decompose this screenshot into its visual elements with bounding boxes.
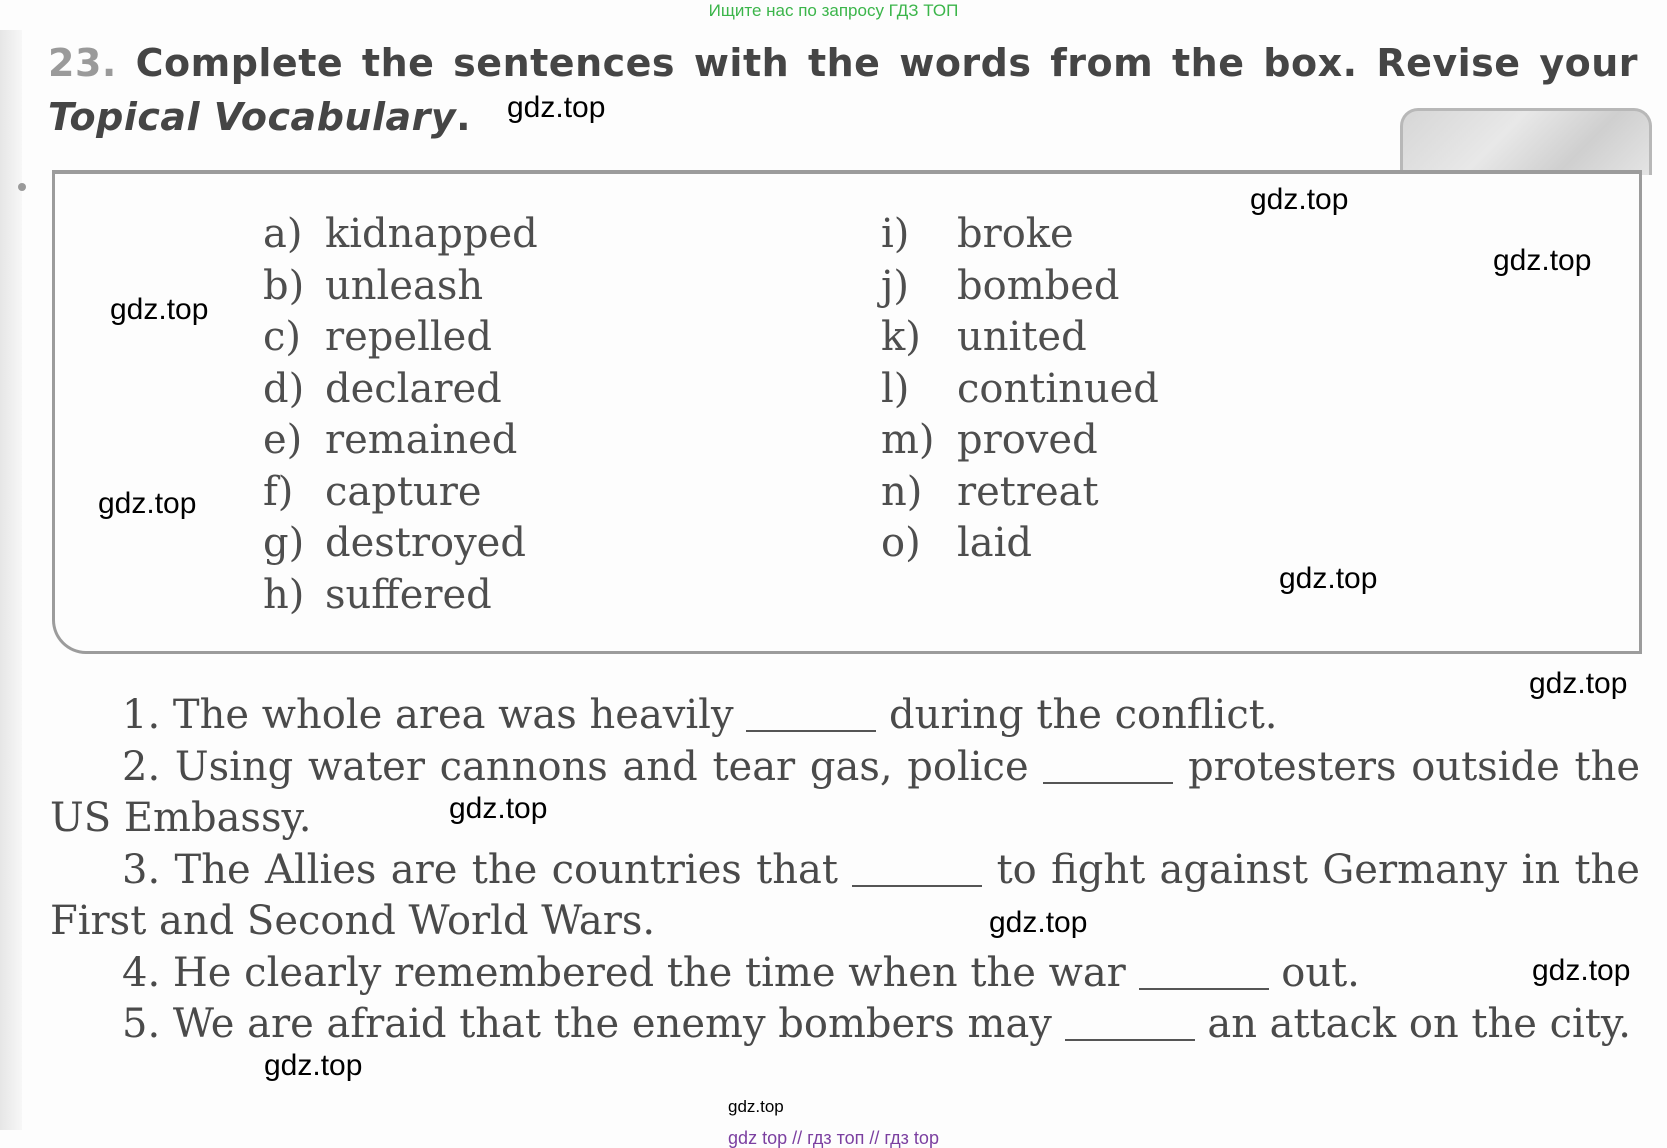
watermark-small: gdz.top — [728, 1097, 784, 1116]
watermark: gdz.top — [264, 1049, 363, 1082]
word-text: broke — [957, 211, 1074, 257]
word-item — [263, 518, 538, 570]
task-heading-line1 — [48, 36, 1638, 90]
word-letter: b) — [263, 262, 305, 309]
watermark: gdz.top — [98, 487, 197, 520]
task-number: 23. — [48, 41, 117, 85]
exercise-text-before: The Allies are the countries that — [174, 846, 838, 893]
bottom-banner: gdz top // гдз топ // гдз top — [728, 1128, 939, 1148]
word-item — [263, 209, 538, 261]
word-text: repelled — [325, 314, 492, 360]
word-letter: l) — [881, 365, 910, 412]
word-letter: k) — [881, 314, 921, 360]
word-text: kidnapped — [325, 211, 538, 257]
word-item — [881, 209, 1159, 261]
exercise-text-before: Using water cannons and tear gas, police — [174, 743, 1029, 790]
word-text: laid — [957, 520, 1033, 566]
task-topical-vocabulary: Topical Vocabulary — [48, 95, 457, 139]
word-item — [881, 518, 1159, 570]
margin-dot — [18, 183, 26, 191]
exercise-text-after: an attack on the city. — [1207, 1001, 1631, 1047]
word-letter: j) — [881, 262, 910, 309]
word-text: destroyed — [325, 520, 526, 566]
watermark: gdz.top — [1250, 183, 1349, 216]
word-item — [881, 467, 1159, 519]
word-text: continued — [957, 365, 1159, 412]
exercise-text-after: protesters outside the US Embassy. — [50, 743, 1641, 841]
top-banner: Ищите нас по запросу ГДЗ ТОП — [708, 1, 959, 20]
watermark: gdz.top — [1532, 954, 1631, 987]
task-instruction: Complete the sentences with the words from the box. Revise your — [135, 41, 1638, 85]
word-letter: d) — [263, 365, 305, 412]
exercise-item — [50, 948, 1640, 1000]
task-heading-period: . — [456, 95, 472, 139]
decorative-tab — [1400, 108, 1652, 175]
exercise-item — [50, 690, 1640, 742]
word-letter: i) — [881, 211, 910, 257]
word-text: unleash — [325, 262, 484, 309]
word-letter: n) — [881, 468, 923, 515]
exercise-number: 5. — [122, 1001, 161, 1047]
exercise-number: 3. — [122, 846, 161, 893]
answer-blank — [746, 728, 876, 732]
word-item — [263, 364, 538, 416]
word-text: declared — [325, 365, 502, 412]
exercise-item — [50, 845, 1640, 948]
word-text: capture — [325, 468, 482, 515]
word-item — [263, 467, 538, 519]
word-list-left — [263, 209, 538, 621]
word-letter: e) — [263, 417, 303, 463]
word-item — [881, 364, 1159, 416]
word-letter: a) — [263, 211, 303, 257]
watermark: gdz.top — [449, 792, 548, 825]
exercise-text-before: The whole area was heavily — [172, 692, 734, 738]
word-text: remained — [325, 417, 518, 463]
word-text: proved — [957, 417, 1098, 463]
exercise-number: 1. — [122, 692, 161, 738]
watermark: gdz.top — [989, 906, 1088, 939]
page-binding-shadow — [0, 30, 22, 1130]
word-text: united — [957, 314, 1087, 360]
exercise-list — [50, 690, 1640, 1051]
watermark: gdz.top — [1279, 562, 1378, 595]
word-letter: c) — [263, 314, 302, 360]
exercise-item — [50, 742, 1640, 845]
word-box — [52, 170, 1642, 654]
word-text: retreat — [957, 468, 1099, 515]
exercise-text-before: We are afraid that the enemy bombers may — [172, 1001, 1052, 1047]
answer-blank — [1065, 1037, 1195, 1041]
exercise-text-after: to fight against Germany in the First and Second World Wars. — [50, 846, 1640, 944]
word-list-right — [881, 209, 1159, 570]
word-item — [263, 570, 538, 622]
word-letter: h) — [263, 571, 305, 618]
answer-blank — [1043, 780, 1173, 784]
watermark: gdz.top — [110, 293, 209, 326]
word-letter: f) — [263, 468, 294, 515]
word-item — [263, 261, 538, 313]
word-text: bombed — [957, 262, 1120, 309]
word-item — [881, 312, 1159, 364]
exercise-number: 2. — [122, 743, 161, 790]
exercise-text-after: during the conflict. — [889, 692, 1278, 738]
word-letter: g) — [263, 520, 305, 566]
word-item — [263, 415, 538, 467]
answer-blank — [1139, 986, 1269, 990]
watermark: gdz.top — [1493, 244, 1592, 277]
exercise-number: 4. — [122, 949, 161, 996]
exercise-item — [50, 999, 1640, 1051]
word-item — [263, 312, 538, 364]
word-text: suffered — [325, 571, 492, 618]
word-letter: o) — [881, 520, 921, 566]
word-item — [881, 415, 1159, 467]
word-letter: m) — [881, 417, 935, 463]
exercise-text-after: out. — [1281, 949, 1360, 996]
word-item — [881, 261, 1159, 313]
watermark: gdz.top — [1529, 667, 1628, 700]
watermark: gdz.top — [507, 91, 606, 124]
answer-blank — [852, 883, 982, 887]
exercise-text-before: He clearly remembered the time when the war — [172, 949, 1126, 996]
